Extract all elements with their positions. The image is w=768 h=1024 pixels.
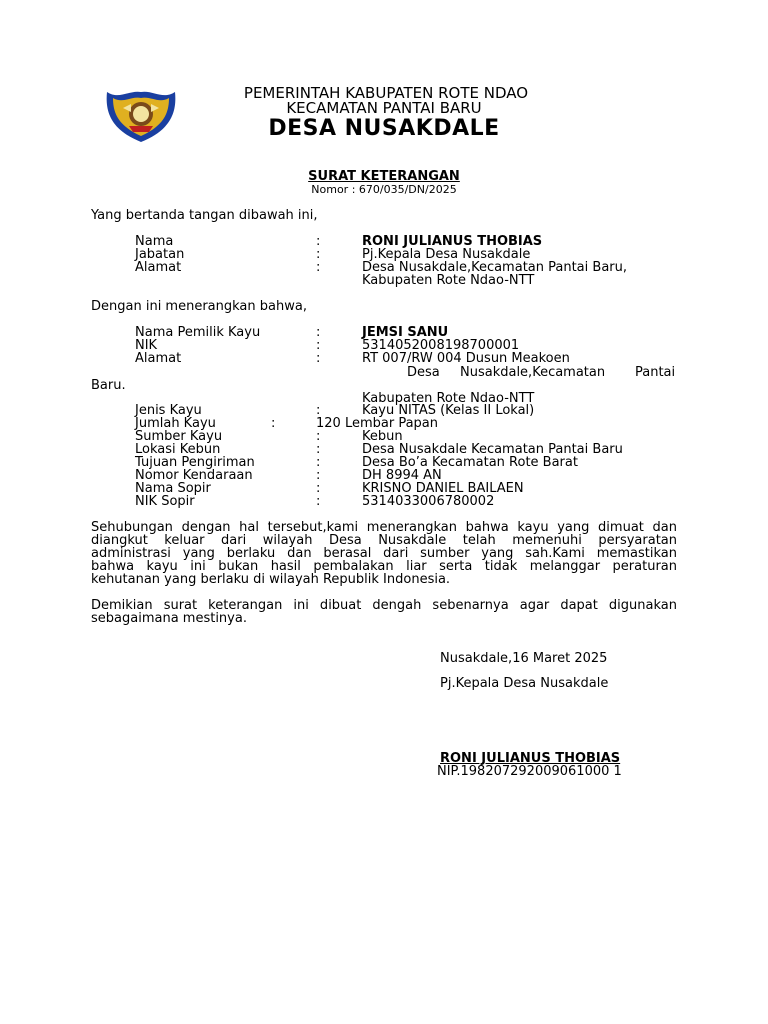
signer-position-label: Jabatan [135,247,185,262]
colon: : [316,351,321,366]
destination-label: Tujuan Pengiriman [135,455,255,470]
signer-position-value: Pj.Kepala Desa Nusakdale [362,247,531,262]
wood-type-value: Kayu NITAS (Kelas II Lokal) [362,403,535,418]
body-paragraph-2-line: Demikian surat keterangan ini dibuat dengah sebenarnya agar dapat digunakan [91,598,677,613]
colon: : [316,260,321,275]
wood-type-label: Jenis Kayu [135,403,202,418]
signatory-name: RONI JULIANUS THOBIAS [440,751,621,766]
body-paragraph-1-line: diangkut keluar dari wilayah Desa Nusakdale telah memenuhi persyaratan [91,533,677,548]
colon: : [271,416,276,431]
signer-address-value-1: Desa Nusakdale,Kecamatan Pantai Baru, [362,260,627,275]
garden-location-label: Lokasi Kebun [135,442,221,457]
owner-address-value-2b: Nusakdale,Kecamatan [460,365,606,380]
owner-nik-value: 5314052008198700001 [362,338,520,353]
letterhead-village-name: DESA NUSAKDALE [268,116,500,141]
colon: : [316,403,321,418]
signer-name-value: RONI JULIANUS THOBIAS [362,234,543,249]
wood-amount-value: 120 Lembar Papan [316,416,438,431]
signatory-title: Pj.Kepala Desa Nusakdale [440,676,609,691]
vehicle-number-label: Nomor Kendaraan [135,468,253,483]
owner-address-value-2a: Desa [407,365,440,380]
owner-nik-label: NIK [135,338,158,353]
colon: : [316,338,321,353]
body-paragraph-1 [91,521,677,586]
signer-name-label: Nama [135,234,174,249]
owner-address-value-2c: Pantai [635,365,676,380]
owner-address-value-1: RT 007/RW 004 Dusun Meakoen [362,351,570,366]
body-paragraph-2 [91,599,677,625]
body-paragraph-2-line: sebagaimana mestinya. [91,611,247,626]
place-date: Nusakdale,16 Maret 2025 [440,651,608,666]
signatory-nip: NIP.198207292009061000 1 [437,764,622,779]
driver-name-value: KRISNO DANIEL BAILAEN [362,481,524,496]
colon: : [316,468,321,483]
colon: : [316,429,321,444]
body-paragraph-1-line: kehutanan yang berlaku di wilayah Republik Indonesia. [91,572,451,587]
owner-address-value-4: Kabupaten Rote Ndao-NTT [362,391,535,406]
garden-location-value: Desa Nusakdale Kecamatan Pantai Baru [362,442,623,457]
owner-address-value-3: Baru. [91,378,126,393]
opening-text: Yang bertanda tangan dibawah ini, [91,208,318,223]
wood-source-label: Sumber Kayu [135,429,223,444]
driver-nik-label: NIK Sopir [135,494,195,509]
wood-source-value: Kebun [362,429,403,444]
colon: : [316,481,321,496]
body-paragraph-1-line: bahwa kayu ini bukan hasil pembalakan liar serta tidak melanggar peraturan [91,559,677,574]
colon: : [316,234,321,249]
letter-number: Nomor : 670/035/DN/2025 [311,183,457,196]
signer-address-value-2: Kabupaten Rote Ndao-NTT [362,273,535,288]
letterhead-line-1: PEMERINTAH KABUPATEN ROTE NDAO [243,84,529,102]
colon: : [316,494,321,509]
statement-text: Dengan ini menerangkan bahwa, [91,299,307,314]
driver-name-label: Nama Sopir [135,481,211,496]
driver-nik-value: 5314033006780002 [362,494,495,509]
wood-amount-label: Jumlah Kayu [135,416,216,431]
owner-address-label: Alamat [135,351,182,366]
letter-title: SURAT KETERANGAN [308,169,460,184]
colon: : [316,247,321,262]
owner-name-value: JEMSI SANU [362,325,449,340]
letterhead-line-2: KECAMATAN PANTAI BARU [286,99,482,117]
colon: : [316,442,321,457]
body-paragraph-1-line: administrasi yang berlaku dan berasal dari sumber yang sah.Kami memastikan [91,546,677,561]
vehicle-number-value: DH 8994 AN [362,468,442,483]
colon: : [316,325,321,340]
colon: : [316,455,321,470]
destination-value: Desa Bo’a Kecamatan Rote Barat [362,455,578,470]
signer-address-label: Alamat [135,260,182,275]
owner-name-label: Nama Pemilik Kayu [135,325,261,340]
body-paragraph-1-line: Sehubungan dengan hal tersebut,kami menerangkan bahwa kayu yang dimuat dan [91,520,677,535]
